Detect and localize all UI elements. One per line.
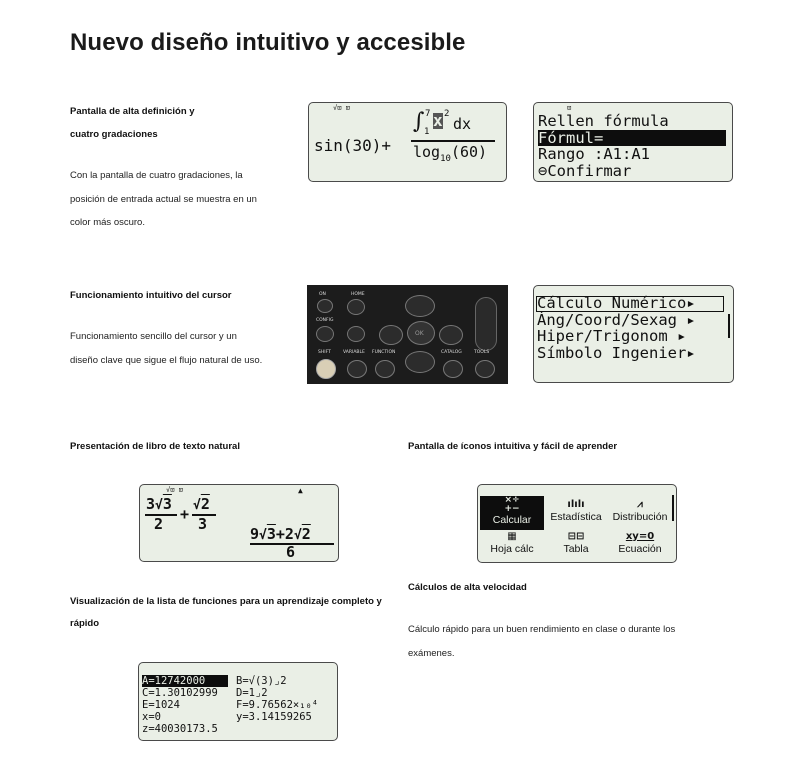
integral-upper: 7 [425, 109, 431, 119]
calcular-item [482, 496, 542, 526]
icon-label: Ecuación [618, 543, 662, 555]
home-label: HOME [351, 292, 365, 297]
icon-label: Tabla [563, 543, 589, 555]
right-key [439, 325, 463, 345]
estadistica-item [544, 499, 608, 523]
tools-key [475, 360, 495, 378]
page-title: Nuevo diseño intuitivo y accesible [70, 29, 466, 56]
function-label: FUNCTION [372, 350, 396, 355]
plus-sign: + [180, 505, 190, 523]
equation-icon: xy=0 [625, 531, 655, 542]
bar-chart-icon: ılılı [567, 499, 585, 510]
scroll-key [475, 297, 497, 351]
variable-label: VARIABLE [343, 350, 365, 355]
screen-row: ⊖Confirmar [538, 161, 632, 180]
bell-curve-icon: ⩘ [637, 499, 643, 510]
down-key [405, 351, 435, 373]
tabla-item [544, 531, 608, 555]
speed-body-line: Cálculo rápido para un buen rendimiento en clase o durante los [408, 624, 676, 635]
textbook-screen [139, 484, 339, 562]
display-heading-2: cuatro gradaciones [70, 129, 158, 140]
radicand: 2 [200, 495, 210, 513]
integral-screen [308, 102, 507, 182]
icon-menu-screen [477, 484, 677, 563]
log-arg: (60) [450, 143, 488, 161]
frac2-denominator: 3 [198, 515, 208, 533]
config-key [316, 326, 334, 342]
screen-indicator: ⊡ [567, 104, 572, 112]
screen-row: Rellen fórmula [538, 112, 669, 130]
display-body-line: color más oscuro. [70, 217, 145, 228]
coef: 3 [146, 495, 156, 513]
integral-denominator [413, 143, 487, 164]
variable-key [347, 360, 367, 378]
cursor-body-line: Funcionamiento sencillo del cursor y un [70, 331, 237, 342]
variables-screen [138, 662, 338, 741]
var-cell-selected: A=12742000 [142, 675, 228, 687]
integral-dx: dx [453, 115, 472, 133]
config-label: CONFIG [316, 318, 334, 323]
spreadsheet-icon: ▦ [507, 531, 517, 542]
var-cell: B=√(3)⌟2 [236, 675, 287, 687]
up-key [405, 295, 435, 317]
icon-label: Hoja cálc [490, 543, 534, 555]
on-label: ON [319, 292, 326, 297]
integral-lower: 1 [424, 127, 430, 137]
menu-screen [533, 285, 734, 383]
log-text: log [413, 143, 441, 161]
radicand: 3 [266, 525, 276, 543]
var-cell: C=1.30102999 [142, 687, 218, 699]
variables-list [142, 675, 318, 735]
speed-body [408, 618, 675, 665]
scrollbar [672, 495, 674, 521]
menu-row: Hiper/Trigonom ▸ [537, 327, 687, 345]
cursor-body-line: diseño clave que sigue el flujo natural de uso. [70, 354, 263, 366]
var-cell: y=3.14159265 [236, 711, 312, 723]
display-body [70, 164, 257, 235]
radicand: 3 [162, 495, 172, 513]
result-numerator: 9√3+2√2 [250, 525, 311, 543]
ecuacion-item [608, 531, 672, 555]
distribucion-item [608, 499, 672, 523]
up-arrow-icon: ▲ [298, 486, 303, 495]
left-key [379, 325, 403, 345]
menu-selection-frame [536, 296, 724, 312]
shift-key [316, 359, 336, 379]
shift-label: SHIFT [318, 350, 331, 355]
integral-icon: ∫ [413, 109, 425, 134]
var-cell: x=0 [142, 711, 161, 723]
radicand: 2 [301, 525, 311, 543]
display-body-line: posición de entrada actual se muestra en un [70, 193, 257, 205]
cursor-heading: Funcionamiento intuitivo del cursor [70, 290, 232, 301]
fill-formula-screen [533, 102, 733, 182]
catalog-label: CATALOG [441, 350, 462, 355]
menu-row: Áng/Coord/Sexag ▸ [537, 310, 696, 329]
display-heading-1: Pantalla de alta definición y [70, 106, 195, 117]
catalog-key [443, 360, 463, 378]
var-cell: D=1⌟2 [236, 687, 268, 699]
fraction-bar [411, 140, 495, 142]
display-body-line: Con la pantalla de cuatro gradaciones, la [70, 170, 243, 181]
table-icon: ⊟⊟ [567, 531, 585, 542]
textbook-heading: Presentación de libro de texto natural [70, 441, 240, 452]
functions-heading-1: Visualización de la lista de funciones para un aprendizaje completo y [70, 596, 382, 607]
fill-formula-rows [538, 113, 726, 179]
log-base: 10 [440, 154, 451, 164]
screen-indicators: √⊡ ⊡ [166, 486, 183, 494]
functions-heading-2: rápido [70, 618, 100, 629]
hoja-calc-item [482, 531, 542, 555]
cursor-body [70, 325, 262, 372]
icons-heading: Pantalla de íconos intuitiva y fácil de aprender [408, 441, 618, 452]
screen-row-selected: Fórmul= [538, 130, 726, 147]
result-denominator: 6 [286, 543, 296, 561]
keypad-photo [307, 285, 508, 384]
speed-body-line: exámenes. [408, 647, 455, 659]
icon-label: Estadística [550, 511, 602, 523]
icon-label: Distribución [612, 511, 668, 523]
speed-heading: Cálculos de alta velocidad [408, 582, 527, 593]
frac2-numerator: √2 [193, 495, 210, 513]
coef: 9 [250, 525, 260, 543]
frac1-denominator: 2 [154, 515, 164, 533]
function-key [375, 360, 395, 378]
on-key [317, 299, 333, 313]
screen-indicators: √⊡ ⊡ [333, 104, 350, 112]
plus-two: +2 [275, 525, 294, 543]
icon-label: Calcular [492, 514, 532, 526]
screen-row: Rango :A1:A1 [538, 145, 650, 163]
integral-left-expr: sin(30)+ [314, 136, 392, 155]
integral-cursor-var: x [433, 111, 443, 130]
frac1-numerator: 3√3 [146, 495, 172, 513]
var-cell: z=40030173.5 [142, 723, 218, 735]
back-key [347, 326, 365, 342]
tools-label: TOOLS [474, 350, 490, 355]
ok-label: OK [415, 330, 424, 337]
home-key [347, 299, 365, 315]
menu-row: Símbolo Ingenier▸ [537, 343, 696, 362]
var-cell: E=1024 [142, 699, 180, 711]
menu-row-selected: Cálculo Numérico▸ [537, 294, 696, 312]
scrollbar [728, 314, 730, 338]
calculator-icon: ×÷ +− [504, 495, 520, 514]
var-cell: F=9.76562×₁₀⁴ [236, 699, 319, 711]
integral-exponent: 2 [444, 109, 450, 119]
